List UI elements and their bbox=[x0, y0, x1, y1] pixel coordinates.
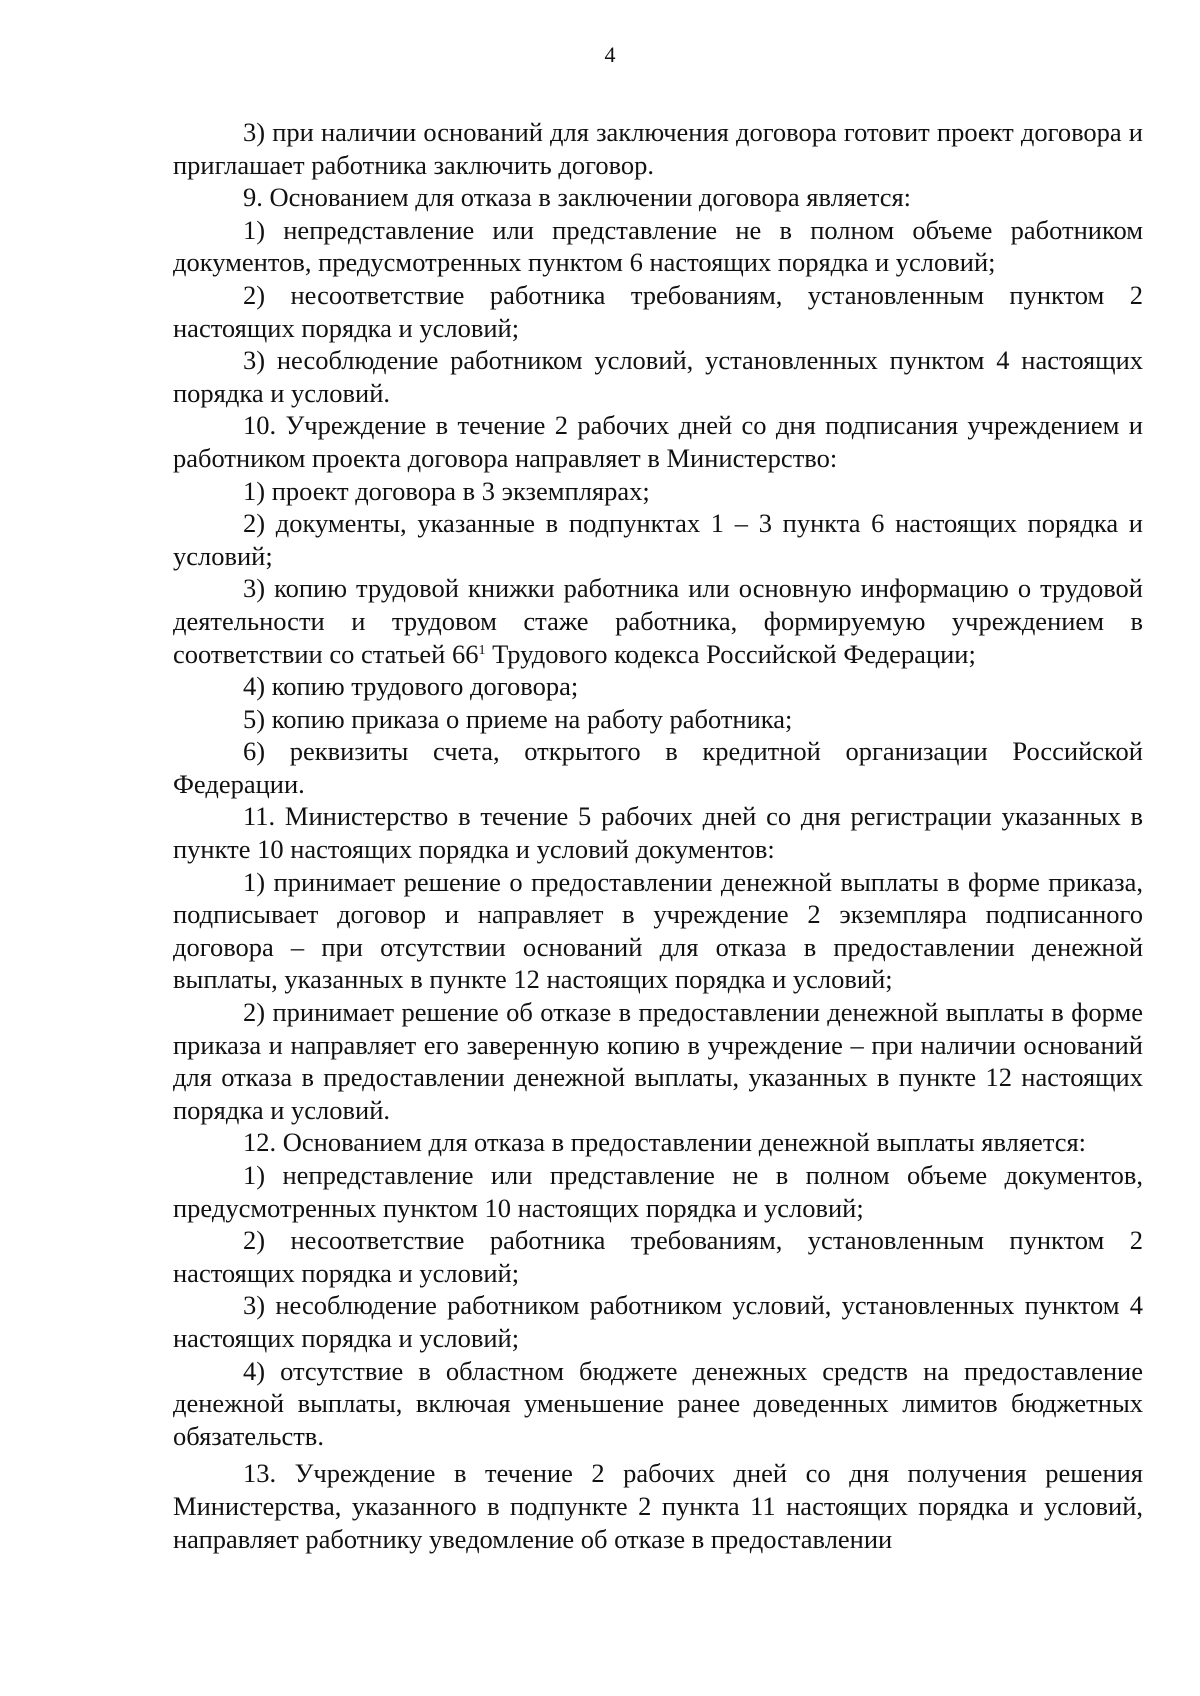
page-number: 4 bbox=[604, 42, 616, 67]
paragraph: 2) несоответствие работника требованиям, установленным пунктом 2 настоящих порядка и условий; bbox=[173, 1225, 1143, 1288]
paragraph: 4) отсутствие в областном бюджете денежных средств на предоставление денежной выплаты, включая уменьшение ранее доведенных лимитов бюджетных обязательств. bbox=[173, 1355, 1143, 1451]
superscript: 1 bbox=[478, 642, 486, 658]
paragraph: 9. Основанием для отказа в заключении договора является: bbox=[243, 182, 912, 213]
paragraph: 5) копию приказа о приеме на работу работника; bbox=[243, 703, 793, 734]
paragraph: 2) принимает решение об отказе в предоставлении денежной выплаты в форме приказа и направляет его заверенную копию в учреждение – при наличии оснований для отказа в предоставлении денежной выплаты, указанных в пункте 12 настоящих порядка и условий. bbox=[173, 997, 1143, 1125]
paragraph: 3) несоблюдение работником условий, установленных пунктом 4 настоящих порядка и условий. bbox=[173, 345, 1143, 408]
paragraph: 13. Учреждение в течение 2 рабочих дней со дня получения решения Министерства, указанного в подпункте 2 пункта 11 настоящих порядка и условий, направляет работнику уведомление об отказе в предоставлении bbox=[173, 1458, 1143, 1554]
paragraph-text: 3) копию трудовой книжки работника или основную информацию о трудовой деятельности и трудовом стаже работника, формируемую учреждением в соответствии со статьей 66 bbox=[173, 573, 1143, 669]
paragraph: 1) проект договора в 3 экземплярах; bbox=[243, 475, 650, 506]
paragraph: 6) реквизиты счета, открытого в кредитной организации Российской Федерации. bbox=[173, 736, 1143, 799]
paragraph: 1) принимает решение о предоставлении денежной выплаты в форме приказа, подписывает договор и направляет в учреждение 2 экземпляра подписанного договора – при отсутствии оснований для отказа в предоставлении денежной выплаты, указанных в пункте 12 настоящих порядка и условий; bbox=[173, 866, 1143, 995]
document-body bbox=[173, 116, 1143, 1555]
paragraph-with-footnote bbox=[173, 572, 1143, 670]
paragraph: 3) при наличии оснований для заключения договора готовит проект договора и приглашает работника заключить договор. bbox=[173, 117, 1143, 180]
paragraph: 2) несоответствие работника требованиям, установленным пунктом 2 настоящих порядка и условий; bbox=[173, 279, 1143, 343]
paragraph: 3) несоблюдение работником работником условий, установленных пунктом 4 настоящих порядка и условий; bbox=[173, 1290, 1143, 1353]
paragraph: 12. Основанием для отказа в предоставлении денежной выплаты является: bbox=[243, 1127, 1087, 1158]
paragraph: 11. Министерство в течение 5 рабочих дней со дня регистрации указанных в пункте 10 настоящих порядка и условий документов: bbox=[173, 801, 1143, 865]
paragraph-tail: Трудового кодекса Российской Федерации; bbox=[485, 638, 976, 669]
paragraph: 1) непредставление или представление не в полном объеме документов, предусмотренных пунктом 10 настоящих порядка и условий; bbox=[173, 1160, 1143, 1223]
paragraph: 10. Учреждение в течение 2 рабочих дней со дня подписания учреждением и работником проекта договора направляет в Министерство: bbox=[173, 410, 1143, 473]
paragraph: 4) копию трудового договора; bbox=[243, 671, 579, 702]
paragraph: 2) документы, указанные в подпунктах 1 – 3 пункта 6 настоящих порядка и условий; bbox=[173, 508, 1143, 571]
paragraph: 1) непредставление или представление не в полном объеме работником документов, предусмотренных пунктом 6 настоящих порядка и условий; bbox=[173, 214, 1143, 278]
